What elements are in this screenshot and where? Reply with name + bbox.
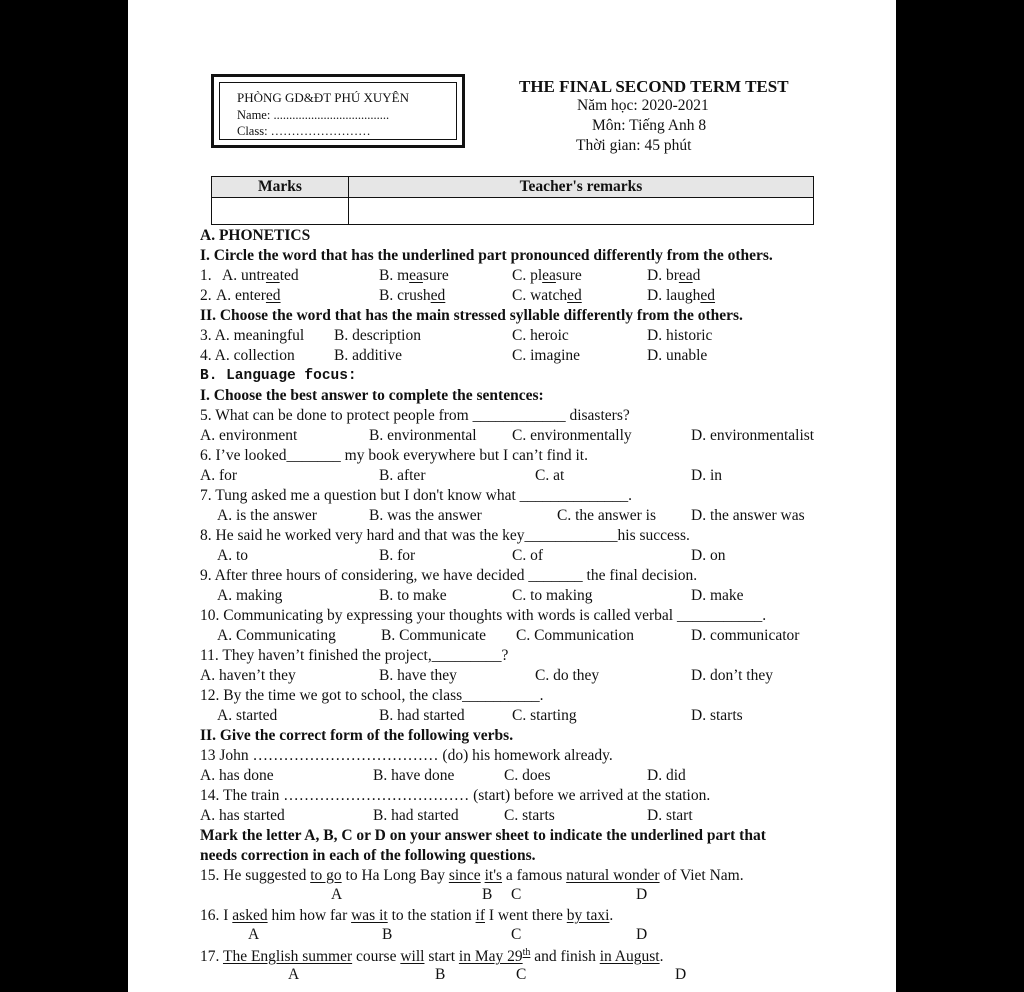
- q4-option-c: C. imagine: [512, 347, 581, 364]
- language-part1-title: I. Choose the best answer to complete the sentences:: [200, 387, 544, 404]
- q5-option-d: D. environmentalist: [691, 427, 815, 444]
- q10-option-d: D. communicator: [691, 627, 800, 644]
- q14-stem: 14. The train ……………………………… (start) before we arrived at the station.: [200, 787, 711, 804]
- q15-label-a: A: [331, 886, 343, 903]
- marks-header: Marks: [212, 177, 349, 198]
- q11-option-a: A. haven’t they: [200, 667, 296, 684]
- q15-label-d: D: [636, 886, 648, 903]
- q11-option-d: D. don’t they: [691, 667, 773, 684]
- q15-sentence: 15. He suggested to go to Ha Long Bay since it's a famous natural wonder of Viet Nam.: [200, 867, 744, 884]
- q7-option-d: D. the answer was: [691, 507, 805, 524]
- q9-stem: 9. After three hours of considering, we have decided _______ the final decision.: [200, 567, 698, 584]
- q2-option-a: A. entered: [216, 287, 281, 304]
- q14-option-b: B. had started: [373, 807, 459, 824]
- remarks-cell[interactable]: [349, 198, 814, 225]
- q4-option-b: B. additive: [334, 347, 403, 364]
- school-year: Năm học: 2020-2021: [577, 97, 709, 114]
- q4-option-a: 4. A. collection: [200, 347, 295, 364]
- q1-option-c: C. pleasure: [512, 267, 582, 284]
- q6-option-b: B. after: [379, 467, 426, 484]
- q2-option-c: C. watched: [512, 287, 582, 304]
- section-language-focus: B. Language focus:: [200, 368, 357, 384]
- class-line: Class: ……………………: [237, 124, 371, 138]
- remarks-header: Teacher's remarks: [349, 177, 814, 198]
- q13-option-a: A. has done: [200, 767, 274, 784]
- q1-number: 1.: [200, 267, 212, 284]
- q7-option-c: C. the answer is: [557, 507, 657, 524]
- q14-option-d: D. start: [647, 807, 693, 824]
- q17-label-b: B: [435, 966, 446, 983]
- q10-option-c: C. Communication: [516, 627, 634, 644]
- school-info-box: [211, 74, 465, 148]
- q3-option-b: B. description: [334, 327, 421, 344]
- q17-label-a: A: [288, 966, 300, 983]
- q9-option-b: B. to make: [379, 587, 447, 604]
- q3-option-c: C. heroic: [512, 327, 569, 344]
- q6-option-d: D. in: [691, 467, 722, 484]
- q14-option-c: C. starts: [504, 807, 555, 824]
- q12-option-b: B. had started: [379, 707, 465, 724]
- q7-option-a: A. is the answer: [217, 507, 317, 524]
- phonetics-part2-title: II. Choose the word that has the main stressed syllable differently from the others.: [200, 307, 743, 324]
- q14-option-a: A. has started: [200, 807, 285, 824]
- test-title: THE FINAL SECOND TERM TEST: [519, 77, 789, 96]
- marks-table: [211, 176, 814, 225]
- q2-number: 2.: [200, 287, 212, 304]
- q1-option-b: B. measure: [379, 267, 449, 284]
- q16-label-c: C: [511, 926, 522, 943]
- q13-option-d: D. did: [647, 767, 686, 784]
- language-part2-title: II. Give the correct form of the following verbs.: [200, 727, 514, 744]
- q11-option-c: C. do they: [535, 667, 600, 684]
- q4-option-d: D. unable: [647, 347, 708, 364]
- q6-option-c: C. at: [535, 467, 565, 484]
- q16-label-d: D: [636, 926, 648, 943]
- q6-option-a: A. for: [200, 467, 238, 484]
- q9-option-c: C. to making: [512, 587, 593, 604]
- q2-option-b: B. crushed: [379, 287, 446, 304]
- q8-option-b: B. for: [379, 547, 416, 564]
- q10-option-a: A. Communicating: [217, 627, 336, 644]
- subject: Môn: Tiếng Anh 8: [592, 117, 707, 134]
- q17-label-c: C: [516, 966, 527, 983]
- q15-label-c: C: [511, 886, 522, 903]
- phonetics-part1-title: I. Circle the word that has the underlined part pronounced differently from the others.: [200, 247, 773, 264]
- q10-option-b: B. Communicate: [381, 627, 487, 644]
- q12-option-a: A. started: [217, 707, 278, 724]
- q1-option-a: A. untreated: [222, 267, 299, 284]
- q3-option-d: D. historic: [647, 327, 713, 344]
- q5-option-c: C. environmentally: [512, 427, 632, 444]
- q5-option-a: A. environment: [200, 427, 298, 444]
- q8-option-a: A. to: [217, 547, 248, 564]
- error-id-title-line1: Mark the letter A, B, C or D on your answer sheet to indicate the underlined part that: [200, 827, 766, 844]
- q13-option-c: C. does: [504, 767, 551, 784]
- time-limit: Thời gian: 45 phút: [576, 137, 692, 154]
- name-line: Name: .....................................: [237, 108, 390, 122]
- q8-option-d: D. on: [691, 547, 726, 564]
- marks-cell[interactable]: [212, 198, 349, 225]
- q5-option-b: B. environmental: [369, 427, 477, 444]
- q13-stem: 13 John ……………………………… (do) his homework already.: [200, 747, 613, 764]
- q17-sentence: 17. The English summer course will start in May 29th and finish in August.: [200, 947, 664, 966]
- error-id-title-line2: needs correction in each of the following questions.: [200, 847, 536, 864]
- q13-option-b: B. have done: [373, 767, 455, 784]
- q9-option-d: D. make: [691, 587, 744, 604]
- q1-option-d: D. bread: [647, 267, 701, 284]
- section-phonetics: A. PHONETICS: [200, 227, 311, 244]
- q17-label-d: D: [675, 966, 687, 983]
- q16-label-a: A: [248, 926, 260, 943]
- q5-stem: 5. What can be done to protect people from ____________ disasters?: [200, 407, 630, 424]
- q11-option-b: B. have they: [379, 667, 457, 684]
- q16-label-b: B: [382, 926, 393, 943]
- q6-stem: 6. I’ve looked_______ my book everywhere but I can’t find it.: [200, 447, 588, 464]
- q8-stem: 8. He said he worked very hard and that was the key____________his success.: [200, 527, 690, 544]
- q3-option-a: 3. A. meaningful: [200, 327, 305, 344]
- q12-option-d: D. starts: [691, 707, 743, 724]
- q2-option-d: D. laughed: [647, 287, 716, 304]
- q11-stem: 11. They haven’t finished the project,_________?: [200, 647, 509, 664]
- q7-option-b: B. was the answer: [369, 507, 482, 524]
- q12-stem: 12. By the time we got to school, the class__________.: [200, 687, 544, 704]
- q9-option-a: A. making: [217, 587, 283, 604]
- school-name: PHÒNG GD&ĐT PHÚ XUYÊN: [237, 90, 410, 105]
- q10-stem: 10. Communicating by expressing your thoughts with words is called verbal ___________.: [200, 607, 767, 624]
- q16-sentence: 16. I asked him how far was it to the station if I went there by taxi.: [200, 907, 614, 924]
- q15-label-b: B: [482, 886, 493, 903]
- q12-option-c: C. starting: [512, 707, 577, 724]
- q7-stem: 7. Tung asked me a question but I don't know what ______________.: [200, 487, 633, 504]
- q8-option-c: C. of: [512, 547, 543, 564]
